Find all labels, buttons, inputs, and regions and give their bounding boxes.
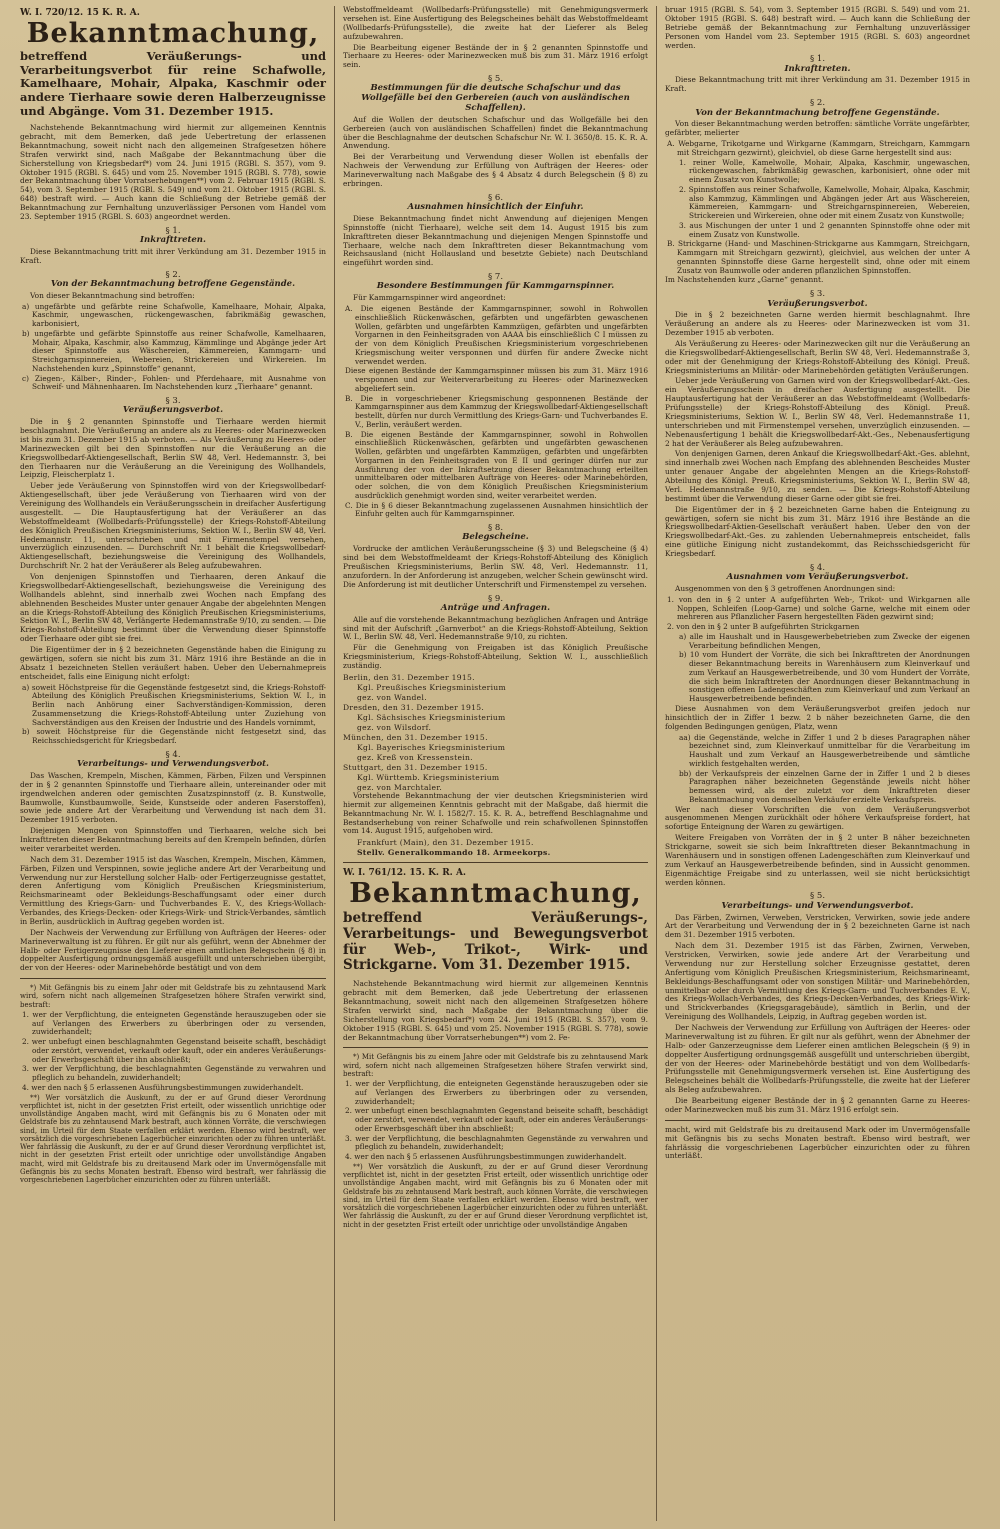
footnote: *) Mit Gefängnis bis zu einem Jahre oder mit Geldstrafe bis zu zehntausend Mark wird, sofern nicht nach allgemeinen Strafgesetzen höhere Strafen verwirkt sind, bestraft:	[343, 1053, 648, 1078]
section-title: Besondere Bestimmungen für Kammgarnspinner.	[376, 281, 615, 292]
paragraph: Diese Bekanntmachung findet nicht Anwendung auf diejenigen Mengen Spinnstoffe (nicht Tierhaare), welche seit dem 14. August 1915 bis zum Inkrafttreten dieser Bekanntmachung und diejenigen Mengen Spinnstoffe und Tierhaare, welche nach dem Inkrafttreten dieser Bekanntmachung vom Reichsausland (nicht Hollausland und besetzte Gebiete) nach Deutschland eingeführt worden sind.	[343, 213, 648, 268]
publication-signature: Stellv. Generalkommando 18. Armeekorps.	[357, 848, 551, 858]
decree-intro: Nachstehende Bekanntmachung wird hiermit zur allgemeinen Kenntnis gebracht mit dem Bemerken, daß jede Uebertretung der erlassenen Bekanntmachung, soweit nicht nach den allgemeinen Strafgesetzen höhere Strafen verwirkt sind, nach Maßgabe der Bekanntmachung über die Sicherstellung von Kriegsbedarf*) vom 24. Juni 1915 (RGBl. S. 357), vom 9. Oktober 1915 (RGBl. S. 645) und vom 25. November 1915 (RGBl. S. 778), sowie der Bekanntmachung über Vorratserhebungen**) vom 2. Fe-	[343, 979, 648, 1042]
section-number: § 9.	[487, 593, 504, 604]
paragraph: Wer nach dieser Vorschriften die von dem Veräußerungsverbot ausgenommenen Mengen zurückhält oder höhere Verkaufspreise fordert, hat sofortige Enteignung der Waren zu gewärtigen.	[665, 804, 970, 832]
footnote-divider	[343, 1047, 648, 1048]
signature-authority: Kgl. Sächsisches Kriegsministerium	[357, 712, 506, 722]
section-title: Inkrafttreten.	[140, 235, 206, 246]
list-item: bb) der Verkaufspreis der einzelnen Garne der in Ziffer 1 und 2 b dieses Paragraphen näher bezeichneten Gegenstände jeweils nicht höher bemessen wird, als der zuletzt vor dem Inkrafttreten dieser Bekanntmachung von demselben Verkäufer erzielte Verkaufspreis.	[679, 768, 970, 804]
signature-authority: Kgl. Preußisches Kriegsministerium	[357, 682, 506, 692]
footnote-item: 1. wer der Verpflichtung, die enteigneten Gegenstände herauszugeben oder sie auf Verlangen des Erwerbers zu überbringen oder zu versenden, zuwiderhandelt;	[345, 1079, 648, 1106]
paragraph: Auf die Wollen der deutschen Schafschur und das Wollgefälle bei den Gerbereien (auch von ausländischen Schaffellen) findet die Bekanntmachung über die Beschlagnahme der deutschen Schafschur Nr. W. I. 3650/8. 15. K. R. A. Anwendung.	[343, 114, 648, 151]
footnote-continuation: macht, wird mit Geldstrafe bis zu dreitausend Mark oder im Unvermögensfalle mit Gefängnis bis zu sechs Monaten bestraft. Ebenso wird bestraft, wer fahrlässig die vorgeschriebenen Lagerbücher einzurichten oder zu führen unterläßt.	[665, 1124, 970, 1161]
signature-authority: Kgl. Württemb. Kriegsministerium	[357, 772, 500, 782]
decree-title: Bekanntmachung,	[26, 18, 320, 49]
signature-place: München, den 31. Dezember 1915.	[343, 732, 488, 742]
section-title: Inkrafttreten.	[784, 63, 851, 74]
signature-name: gez. von Marchtaler.	[357, 782, 443, 792]
paragraph: Ueber jede Veräußerung von Garnen wird von der Kriegswollbedarf-Akt.-Ges. ein Veräußerungsschein in dreifacher Ausfertigung ausgestellt. Die Hauptausfertigung hat der Veräußerer an das Webstoffmeldeamt (Wollbedarfs-Prüfungsstelle) der Kriegs-Rohstoff-Abteilung des Königl. Preuß. Kriegsministeriums, Sektion W. I., Berlin SW 48, Verl. Hedemannstraße 11, unterschrieben und mit Firmenstempel versehen, unverzüglich einzusenden. — Nebenausfertigung 1 behält die Kriegswollbedarf-Akt.-Ges., Nebenausfertigung 2 hat der Veräußerer als Beleg aufzubewahren.	[665, 376, 970, 448]
footnote-item: 3. wer der Verpflichtung, die beschlagnahmten Gegenstände zu verwahren und pfleglich zu behandeln, zuwiderhandelt;	[22, 1064, 326, 1083]
list-item: b) soweit Höchstpreise für die Gegenstände nicht festgesetzt sind, das Reichsschiedsgericht für Kriegsbedarf.	[22, 727, 326, 746]
paragraph: Von denjenigen Garnen, deren Ankauf die Kriegswollbedarf-Akt.-Ges. ablehnt, sind innerhalb zwei Wochen nach Empfang des ablehnenden Bescheides Muster unter genauer Angabe der abgelehnten Mengen an die Kriegs-Rohstoff-Abteilung des Königl. Preuß. Kriegsministeriums, Sektion W. I., Berlin SW 48, Verl. Hedemannstraße 9/10, zu senden. — Die Kriegs-Rohstoff-Abteilung bestimmt über die Verwendung dieser Garne oder gibt sie frei.	[665, 449, 970, 503]
signature-name: gez. Kreß von Kressenstein.	[357, 752, 473, 762]
section-title: Veräußerungsverbot.	[122, 405, 224, 416]
list-item: A. Die eigenen Bestände der Kammgarnspinner, sowohl in Rohwollen einschließlich Rückenwäschen, gefärbten und ungefärbten gewaschenen Wollen, gefärbten und ungefärbten Kammzügen, gefärbten und ungefärbten Vorgarnen in den Feinheitsgraden von AAAA bis einschließlich C I müssen zu der von dem Königlich Preußischen Kriegsministerium vorgeschriebenen Kriegsmischung weiter versponnen und dürfen für andere Zwecke nicht verwendet werden.	[345, 304, 648, 366]
paragraph: Ueber jede Veräußerung von Spinnstoffen wird von der Kriegswollbedarf-Aktiengesellschaft, über jede Veräußerung von Tierhaaren wird von der Vereinigung des Wollhandels ein Veräußerungsschein in dreifacher Ausfertigung ausgestellt. — Die Hauptausfertigung hat der Veräußerer an das Webstoffmeldeamt (Wollbedarfs-Prüfungsstelle) der Kriegs-Rohstoff-Abteilung des Königlich Preußischen Kriegsministeriums, Sektion W. I., Berlin SW 48, Verl. Hedemannstr. 11, unterschrieben und mit Firmenstempel versehen, unverzüglich einzusenden. — Durchschrift Nr. 1 behält die Kriegswollbedarf-Aktiengesellschaft, beziehungsweise die Vereinigung des Wollhandels, Durchschrift Nr. 2 hat der Veräußerer als Beleg aufzubewahren.	[20, 481, 326, 571]
section-title: Von der Bekanntmachung betroffene Gegenstände.	[695, 107, 940, 118]
paragraph: Im Nachstehenden kurz „Garne“ genannt.	[665, 275, 824, 285]
section-title: Ausnahmen hinsichtlich der Einfuhr.	[407, 202, 584, 213]
article-divider	[343, 862, 648, 863]
section-number: § 5.	[809, 891, 826, 902]
footnote-item: 3. wer der Verpflichtung, die beschlagnahmten Gegenstände zu verwahren und pfleglich zu behandeln, zuwiderhandelt;	[345, 1133, 648, 1152]
footnote-divider	[20, 978, 326, 979]
list-item: 3. aus Mischungen der unter 1 und 2 genannten Spinnstoffe ohne oder mit einem Zusatz von Kunstwolle.	[679, 220, 970, 239]
list-item: a) ungefärbte und gefärbte reine Schafwolle, Kamelhaare, Mohair, Alpaka, Kaschmir, ungewaschen, rückengewaschen, fabrikmäßig gewaschen, karbonisiert,	[22, 301, 326, 329]
signature-name: gez. von Wilsdorf.	[357, 722, 432, 732]
footnote-divider	[665, 1120, 970, 1121]
section-number: § 1.	[809, 54, 826, 65]
list-item: 2. Spinnstoffen aus reiner Schafwolle, Kamelwolle, Mohair, Alpaka, Kaschmir, also Kammzug, Kämmlingen und Abgängen jeder Art aus Wäschereien, Kämmereien, Kammgarn- und Streichgarnspinnereien, Webereien, Strickereien und Wirkereien, ohne oder mit einem Zusatz von Kunstwolle;	[679, 184, 970, 221]
section-number: § 7.	[487, 272, 504, 283]
footnote-item: 4. wer den nach § 5 erlassenen Ausführungsbestimmungen zuwiderhandelt.	[345, 1152, 627, 1162]
paragraph: Der Nachweis der Verwendung zur Erfüllung von Aufträgen der Heeres- oder Marineverwaltung ist zu führen. Er gilt nur als geführt, wenn der Abnehmer der Halb- oder Ganzerzeugnisse dem Lieferer einen amtlichen Belegschein (§ 9) in doppelter Ausfertigung ordnungsgemäß ausgefüllt und unterschrieben übergibt, der von der Heeres- oder Marinebehörde bestätigt und von dem Wollbedarfs-Prüfungsstelle mit Genehmigungsvermerk versehen ist. Eine Ausfertigung des Belegscheines behält die Wollbedarfs-Prüfungsstelle, die zweite hat der Lieferer als Beleg aufzubewahren.	[665, 1023, 970, 1095]
columns	[12, 6, 992, 1521]
footnote-item: 2. wer unbefugt einen beschlagnahmten Gegenstand beiseite schafft, beschädigt oder zerstört, verwendet, verkauft oder kauft, oder ein anderes Veräußerungs- oder Erwerbsgeschäft über ihn abschließt;	[345, 1106, 648, 1133]
section-number: § 1.	[165, 225, 181, 236]
list-item: 1. von den in § 2 unter A aufgeführten Web-, Trikot- und Wirkgarnen alle Noppen, Schleifen (Loop-Garne) und solche Garne, welche mit einem oder mehreren aus Pflanzlicher Fasern hergestellten Fäden gezwirnt sind;	[667, 594, 970, 622]
list-item: Diese eigenen Bestände der Kammgarnspinner müssen bis zum 31. März 1916 versponnen und zur Weiterverarbeitung zu Heeres- oder Marinezwecken abgeliefert sein.	[345, 366, 648, 393]
paragraph: Das Färben, Zwirnen, Verweben, Verstricken, Verwirken, sowie jede andere Art der Verarbeitung und Verwendung der in § 2 bezeichneten Garne ist nach dem 31. Dezember 1915 verboten.	[665, 912, 970, 940]
decree-title: Bekanntmachung,	[349, 878, 642, 910]
list-item: 1. reiner Wolle, Kamelwolle, Mohair, Alpaka, Kaschmir, ungewaschen, rückengewaschen, fabrikmäßig gewaschen, karbonisiert, ohne oder mit einem Zusatz von Kunstwolle;	[679, 157, 970, 185]
publication-note: Vorstehende Bekanntmachung der vier deutschen Kriegsministerien wird hiermit zur allgemeinen Kenntnis gebracht mit der Maßgabe, daß hiermit die Bekanntmachung Nr. W. I. 1582/7. 15. K. R. A., betreffend Beschlagnahme und Bestandserhebung von reiner Schafwolle und rein schafwollenen Spinnstoffen vom 14. August 1915, aufgehoben wird.	[343, 790, 648, 836]
signature-place: Berlin, den 31. Dezember 1915.	[343, 672, 475, 682]
list-item: c) Ziegen-, Kälber-, Rinder-, Fohlen- und Pferdehaare, mit Ausnahme von Schweif- und Mähnenhaaren. Im Nachstehenden kurz „Tierhaare“ genannt.	[22, 373, 326, 392]
section-number: § 3.	[165, 396, 181, 407]
section-number: § 6.	[487, 192, 504, 203]
paragraph: Diese Ausnahmen von dem Veräußerungsverbot greifen jedoch nur hinsichtlich der in Ziffer 1 bezw. 2 b näher bezeichneten Garne, die den folgenden Bedingungen genügen, Platz, wenn	[665, 703, 970, 731]
footnote-item: 1. wer der Verpflichtung, die enteigneten Gegenstände herauszugeben oder sie auf Verlangen des Erwerbers zu überbringen oder zu versenden, zuwiderhandelt;	[22, 1009, 326, 1037]
paragraph: Die in § 2 bezeichneten Garne werden hiermit beschlagnahmt. Ihre Veräußerung an andere als zu Heeres- oder Marinezwecken ist vom 31. Dezember 1915 ab verboten.	[665, 310, 970, 338]
paragraph: Diese Bekanntmachung tritt mit ihrer Verkündung am 31. Dezember 1915 in Kraft.	[20, 246, 326, 265]
footnote: *) Mit Gefängnis bis zu einem Jahr oder mit Geldstrafe bis zu zehntausend Mark wird, sofern nicht nach allgemeinen Strafgesetzen höhere Strafen verwirkt sind, bestraft:	[20, 984, 326, 1009]
list-item: C. Die in § 6 dieser Bekanntmachung zugelassenen Ausnahmen hinsichtlich der Einfuhr gelten auch für Kammgarnspinner.	[345, 500, 648, 519]
section-title: Veräußerungsverbot.	[767, 298, 868, 309]
paragraph: Für die Genehmigung von Freigaben ist das Königlich Preußische Kriegsministerium, Kriegs-Rohstoff-Abteilung, Sektion W. I., ausschließlich zuständig.	[343, 643, 648, 671]
list-item: b) ungefärbte und gefärbte Spinnstoffe aus reiner Schafwolle, Kamelhaaren, Mohair, Alpaka, Kaschmir, also Kammzug, Kämmlinge und Abgänge jeder Art dieser Spinnstoffe aus Wäschereien, Kämmereien, Kammgarn- und Streichgarnspinnereien, Webereien, Strickereien und Wirkereien. Im Nachstehenden kurz „Spinnstoffe“ genannt,	[22, 328, 326, 373]
section-number: § 3.	[809, 289, 826, 300]
paragraph: Die in § 2 genannten Spinnstoffe und Tierhaare werden hiermit beschlagnahmt. Die Veräußerung an andere als zu Heeres- oder Marinezwecken ist bis zum 31. Dezember 1915 ab verboten. — Als Veräußerung zu Heeres- oder Marinezwecken gilt bei den Spinnstoffen nur die Veräußerung an die Kriegswollbedarf-Aktiengesellschaft, Berlin SW 48, Verl. Hedemannstr. 3, bei den Tierhaaren nur die Veräußerung an die Vereinigung des Wollhandels, Leipzig, Fleischerplatz 1.	[20, 417, 326, 480]
signature-place: Stuttgart, den 31. Dezember 1915.	[343, 762, 488, 772]
footnote-item: 4. wer den nach § 5 erlassenen Ausführungsbestimmungen zuwiderhandelt.	[22, 1082, 304, 1092]
list-item: B. Die in vorgeschriebener Kriegsmischung gesponnenen Bestände der Kammgarnspinner aus dem Kammzug der Kriegswollbedarf-Aktiengesellschaft bestellt, dürfen nur durch Vermittlung des Kriegs-Garn- und Tuchverbandes E. V., Berlin, veräußert werden.	[345, 393, 648, 429]
decree-intro: Nachstehende Bekanntmachung wird hiermit zur allgemeinen Kenntnis gebracht, mit dem Bemerken, daß jede Uebertretung der erlassenen Bekanntmachung, soweit nicht nach den allgemeinen Strafgesetzen höhere Strafen verwirkt sind, nach Maßgabe der Bekanntmachung über die Sicherstellung von Kriegsbedarf*) vom 24. Juni 1915 (RGBl. S. 357), vom 9. Oktober 1915 (RGBl. S. 645) und vom 25. November 1915 (RGBl. S. 778), sowie der Bekanntmachung über Vorratserhebungen**) vom 2. Februar 1915 (RGBl. S. 54), vom 3. September 1915 (RGBl. S. 549) und vom 21. Oktober 1915 (RGBl. S. 648) bestraft wird. — Auch kann die Schließung der Betriebe gemäß der Bekanntmachung zur Fernhaltung unzuverlässiger Personen vom Handel vom 23. September 1915 (RGBl. S. 603) angeordnet werden.	[20, 123, 326, 221]
paragraph: Der Nachweis der Verwendung zur Erfüllung von Aufträgen der Heeres- oder Marineverwaltung ist zu führen. Er gilt nur als geführt, wenn der Abnehmer der Halb- oder Fertigerzeugnisse den Lieferer einen amtlichen Belegschein (§ 8) in doppelter Ausfertigung ordnungsgemäß ausgefüllt und unterschrieben übergibt, der von der Heeres- oder Marinebehörde bestätigt und von dem	[20, 927, 326, 973]
paragraph: Von dieser Bekanntmachung sind betroffen:	[30, 290, 195, 300]
section-title: Anträge und Anfragen.	[440, 602, 551, 613]
list-item: B. Die eigenen Bestände der Kammgarnspinner, sowohl in Rohwollen einschließlich Rückenwäschen, gefärbten und ungefärbten gewaschenen Wollen, gefärbten und ungefärbten Kammzügen, gefärbten und ungefärbten Vorgarnen in den Feinheitsgraden von E II und geringer dürfen nur zur Ausführung der von der Inkraftsetzung dieser Bekanntmachung erteilten unmittelbaren oder mittelbaren Aufträge von Heeres- oder Marinebehörden, oder solchen, die von dem Königlich Preußischen Kriegsministerium ausdrücklich genehmigt worden sind, weiter verarbeitet werden.	[345, 429, 648, 500]
publication-place: Frankfurt (Main), den 31. Dezember 1915.	[357, 838, 534, 848]
decree-reference: W. I. 720/12. 15 K. R. A.	[20, 8, 140, 18]
paragraph: bruar 1915 (RGBl. S. 54), vom 3. September 1915 (RGBl. S. 549) und vom 21. Oktober 1915 (RGBl. S. 648) bestraft wird. — Auch kann die Schließung der Betriebe gemäß der Bekanntmachung zur Fernhaltung unzuverlässiger Personen vom Handel vom 23. September 1915 (RGBl. S. 603) angeordnet werden.	[665, 6, 970, 50]
list-item: a) soweit Höchstpreise für die Gegenstände festgesetzt sind, die Kriegs-Rohstoff-Abteilung des Königlich Preußischen Kriegsministeriums, Sektion W. I., in Berlin nach Anhörung einer Sachverständigen-Kommission, deren Zusammensetzung die Kriegs-Rohstoff-Abteilung unter Zuziehung von Sachverständigen aus den Kreisen der Industrie und des Handels vornimmt,	[22, 682, 326, 727]
paragraph: Ausgenommen von den § 3 getroffenen Anordnungen sind:	[675, 584, 896, 594]
paragraph: Die Bearbeitung eigener Bestände der in § 2 genannten Garne zu Heeres- oder Marinezwecken muß bis zum 31. März 1916 erfolgt sein.	[665, 1096, 970, 1114]
section-title: Bestimmungen für die deutsche Schafschur und das Wollgefälle bei den Gerbereien (auch von ausländischen Schaffellen).	[361, 83, 630, 113]
list-item: b) 10 vom Hundert der Vorräte, die sich bei Inkrafttreten der Anordnungen dieser Bekanntmachung bereits in Warenhäusern zum Kleinverkauf und zum Verkauf an Hausgewerbetreibende, und 30 vom Hundert der Vorräte, die sich beim Inkrafttreten der Anordnungen dieser Bekanntmachung in sonstigen offenen Ladengeschäften zum Kleinverkauf und zum Verkauf an Hausgewerbetreibende befinden.	[679, 650, 970, 704]
footnote: **) Wer vorsätzlich die Auskunft, zu der er auf Grund dieser Verordnung verpflichtet ist, nicht in der gesetzten Frist erteilt, oder wissentlich unrichtige oder unvollständige Angaben macht, wird mit Gefängnis bis zu 6 Monaten oder mit Geldstrafe bis zu zehntausend Mark bestraft, auch können Vorräte, die verschwiegen sind, im Urteil für dem Staate verfallen erklärt werden. Ebenso wird bestraft, wer vorsätzlich die vorgeschriebenen Lagerbücher einzurichten oder zu führen unterläßt. Wer fahrlässig die Auskunft, zu der er auf Grund dieser Verordnung verpflichtet ist, nicht in der gesetzten Frist erteilt oder unrichtige oder unvollständige Angaben	[343, 1162, 648, 1229]
decree-subtitle: betreffend Veräußerungs- und Verarbeitungsverbot für reine Schafwolle, Kamelhaare, Mohair, Alpaka, Kaschmir oder andere Tierhaare sowie deren Halberzeugnisse und Abgänge. Vom 31. Dezember 1915.	[20, 49, 326, 118]
paragraph: Als Veräußerung zu Heeres- oder Marinezwecken gilt nur die Veräußerung an die Kriegswollbedarf-Aktiengesellschaft, Berlin SW 48, Verl. Hedemannstraße 3, oder mit der Genehmigung der Kriegs-Rohstoff-Abteilung des Königl. Preuß. Kriegsministeriums an Militär- oder Marinebehörden getätigten Veräußerungen.	[665, 338, 970, 375]
footnote: **) Wer vorsätzlich die Auskunft, zu der er auf Grund dieser Verordnung verpflichtet ist, nicht in der gesetzten Frist erteilt, oder wissentlich unrichtige oder unvollständige Angaben macht, wird mit Gefängnis bis zu 6 Monaten oder mit Geldstrafe bis zu zehntausend Mark bestraft, auch können Vorräte, die verschwiegen sind, im Urteil für dem Staate verfallen erklärt werden. Ebenso wird bestraft, wer vorsätzlich die vorgeschriebenen Lagerbücher einzurichten oder zu führen unterläßt. Wer fahrlässig die Auskunft, zu der er auf Grund dieser Verordnung verpflichtet ist, nicht in der gesetzten Frist erteilt oder unrichtige oder unvollständige Angaben macht, wird mit Geldstrafe bis zu dreitausend Mark oder im Unvermögensfalle mit Gefängnis bis zu sechs Monaten bestraft. Ebenso wird bestraft, wer fahrlässig die vorgeschriebenen Lagerbücher einzurichten oder zu führen unterläßt.	[20, 1093, 326, 1185]
section-title: Verarbeitungs- und Verwendungsverbot.	[77, 759, 269, 770]
section-number: § 4.	[809, 562, 826, 573]
section-title: Von der Bekanntmachung betroffene Gegenstände.	[50, 278, 296, 289]
column-left	[12, 6, 334, 1521]
paragraph: Diejenigen Mengen von Spinnstoffen und Tierhaaren, welche sich bei Inkrafttreten dieser Bekanntmachung bereits auf den Krempeln befinden, dürfen weiter verarbeitet werden.	[20, 826, 326, 853]
paragraph: Weitere Freigaben von Vorräten der in § 2 unter B näher bezeichneten Strickgarne, soweit sie sich beim Inkrafttreten dieser Bekanntmachung in Warenhäusern und in sonstigen offenen Ladengeschäften zum Kleinverkauf und zum Verkauf an Hausgewerbetreibende befinden, sind in Aussicht genommen. Eigenmächtige Freigabe sind zu unterlassen, weil sie nicht berücksichtigt werden können.	[665, 833, 970, 887]
paragraph: Nach dem 31. Dezember 1915 ist das Färben, Zwirnen, Verweben, Verstricken, Verwirken, sowie jede andere Art der Verarbeitung und Verwendung nur zur Herstellung solcher Erzeugnisse gestattet, deren Anfertigung vom Königlich Preußischen Kriegsministerium, Reichsmarineamt, Bekleidungs-Beschaffungsamt oder von sonstigen Militär- und Marinebehörden, unmittelbar oder durch Vermittlung des Kriegs-Garn- und Tuchverbandes E. V., des Kriegs-Wollach-Verbandes, des Kriegs-Decken-Verbandes, des Kriegs-Wirk- und Strickverbandes (Kriegsgaragebäude), sämtlich in Berlin, und der Vereinigung des Wollhandels, Leipzig, in Auftrag gegeben worden ist.	[665, 941, 970, 1022]
section-title: Verarbeitungs- und Verwendungsverbot.	[721, 900, 914, 911]
paragraph: Webstoffmeldeamt (Wollbedarfs-Prüfungsstelle) mit Genehmigungsvermerk versehen ist. Eine Ausfertigung des Belegscheines behält das Webstoffmeldeamt (Wollbedarfs-Prüfungsstelle), die zweite hat der Lieferer als Beleg aufzubewahren.	[343, 6, 648, 41]
paragraph: Nach dem 31. Dezember 1915 ist das Waschen, Krempeln, Mischen, Kämmen, Färben, Filzen und Verspinnen, sowie jegliche andere Art der Verarbeitung und Verwendung nur zur Herstellung solcher Halb- oder Fertigerzeugnisse gestattet, deren Anfertigung vom Königlich Preußischen Kriegsministerium, Reichsmarineamt oder Bekleidungs-Beschaffungsamt oder einer durch Vermittlung des Kriegs-Garn- und Tuchverbandes E. V., des Kriegs-Wollach-Verbandes, des Kriegs-Decken- oder Kriegs-Wirk- und Strick-Verbandes, sämtlich in Berlin, ausdrücklich in Auftrag gegeben worden ist.	[20, 854, 326, 926]
column-middle	[334, 6, 656, 1521]
list-item: aa) die Gegenstände, welche in Ziffer 1 und 2 b dieses Paragraphen näher bezeichnet sind, zum Kleinverkauf unmittelbar für die Verarbeitung im Haushalt und zum Verkauf an Hausgewerbetreibende und sämtliche wirklich festgehalten werden,	[679, 732, 970, 768]
paragraph: Für Kammgarnspinner wird angeordnet:	[353, 293, 506, 303]
signature-name: gez. von Wandel.	[357, 692, 427, 702]
paragraph: Die Eigentümer der in § 2 bezeichneten Garne haben die Enteignung zu gewärtigen, sofern sie nicht bis zum 31. März 1916 ihre Bestände an die Kriegswollbedarf-Aktien-Gesellschaft veräußert haben. Ueber den von der Kriegswollbedarf-Akt.-Ges. zu zahlenden Uebernahmepreis entscheidet, falls eine gütliche Einigung nicht zustandekommt, das Reichsschiedsgericht für Kriegsbedarf.	[665, 504, 970, 559]
section-title: Ausnahmen vom Veräußerungsverbot.	[726, 572, 909, 583]
section-number: § 4.	[165, 749, 181, 760]
paragraph: Diese Bekanntmachung tritt mit ihrer Verkündung am 31. Dezember 1915 in Kraft.	[665, 75, 970, 94]
paragraph: Vordrucke der amtlichen Veräußerungsscheine (§ 3) und Belegscheine (§ 4) sind bei dem Webstoffmeldeamt der Kriegs-Rohstoff-Abteilung des Königlich Preußischen Kriegsministeriums, Berlin SW. 48, Verl. Hedemannstr. 11, anzufordern. In der Anforderung ist anzugeben, welcher Schein gewünscht wird. Die Anforderung ist mit deutlicher Unterschrift und Firmenstempel zu versehen.	[343, 544, 648, 589]
list-item: 2. von den in § 2 unter B aufgeführten Strickgarnen	[667, 622, 860, 632]
list-item: A. Webgarne, Trikotgarne und Wirkgarne (Kammgarn, Streichgarn, Kammgarn mit Streichgarn gezwirnt), gleichviel, ob diese Garne hergestellt sind aus:	[667, 139, 970, 157]
paragraph: Die Eigentümer der in § 2 bezeichneten Gegenstände haben die Einigung zu gewärtigen, sofern sie nicht bis zum 31. März 1916 ihre Bestände an die in Absatz 1 bezeichneten Stellen veräußert haben. Ueber den Uebernahmepreis entscheidet, falls eine Einigung nicht erfolgt:	[20, 645, 326, 681]
decree-subtitle: betreffend Veräußerungs-, Verarbeitungs- und Bewegungsverbot für Web-, Trikot-, Wirk- und Strickgarne. Vom 31. Dezember 1915.	[343, 909, 648, 974]
paragraph: Von denjenigen Spinnstoffen und Tierhaaren, deren Ankauf die Kriegswollbedarf-Aktiengesellschaft, beziehungsweise die Vereinigung des Wollhandels ablehnt, sind innerhalb zwei Wochen nach Empfang des ablehnenden Bescheides Muster unter genauer Angabe der abgelehnten Mengen an die Kriegs-Rohstoff-Abteilung des Königlich Preußischen Kriegsministeriums, Sektion W. I., Berlin SW 48, Verlängerte Hedemannstraße 9/10, zu senden. — Die Kriegs-Rohstoff-Abteilung bestimmt über die Verwendung dieser Spinnstoffe oder Tierhaare oder gibt sie frei.	[20, 572, 326, 644]
footnote-item: 2. wer unbefugt einen beschlagnahmten Gegenstand beiseite schafft, beschädigt oder zerstört, verwendet, verkauft oder kauft, oder ein anderes Veräußerungs- oder Erwerbsgeschäft über ihn abschließt;	[22, 1037, 326, 1064]
paragraph: Von dieser Bekanntmachung werden betroffen: sämtliche Vorräte ungefärbter, gefärbter, melierter	[665, 119, 970, 138]
paragraph: Alle auf die vorstehende Bekanntmachung bezüglichen Anfragen und Anträge sind mit der Aufschrift „Garnverbot“ an die Kriegs-Rohstoff-Abteilung, Sektion W. I., Berlin SW. 48, Verl. Hedemannstraße 9/10, zu richten.	[343, 614, 648, 642]
list-item: a) alle im Haushalt und in Hausgewerbebetrieben zum Zwecke der eigenen Verarbeitung befindlichen Mengen,	[679, 631, 970, 650]
list-item: B. Strickgarne (Hand- und Maschinen-Strickgarne aus Kammgarn, Streichgarn, Kammgarn mit Streichgarn gezwirnt), gleichviel, aus welchen der unter A genannten Spinnstoffe diese Garne hergestellt sind, ohne oder mit einem Zusatz von Baumwolle oder anderen pflanzlichen Spinnstoffen.	[667, 239, 970, 275]
section-number: § 5.	[487, 74, 504, 85]
section-number: § 8.	[487, 523, 504, 534]
column-right	[656, 6, 978, 1521]
section-number: § 2.	[165, 269, 181, 280]
signature-authority: Kgl. Bayerisches Kriegsministerium	[357, 742, 506, 752]
paragraph: Bei der Verarbeitung und Verwendung dieser Wollen ist ebenfalls der Nachweis der Verwendung zur Erfüllung von Aufträgen der Heeres- oder Marineverwaltung nach Maßgabe des § 4 Absatz 4 durch Belegschein (§ 8) zu erbringen.	[343, 152, 648, 188]
signature-place: Dresden, den 31. Dezember 1915.	[343, 702, 485, 712]
section-number: § 2.	[809, 98, 826, 109]
paragraph: Das Waschen, Krempeln, Mischen, Kämmen, Färben, Filzen und Verspinnen der in § 2 genannten Spinnstoffe und Tierhaare allein, untereinander oder mit irgendwelchen anderen oder gemischten Zusatzspinnstoff (z. B. Kunstwolle, Baumwolle, Kunstbaumwolle, Seide, Kunstseide oder anderen Faserstoffen), sowie jede andere Art der Verarbeitung und Verwendung ist nach dem 31. Dezember 1915 verboten.	[20, 770, 326, 825]
section-title: Belegscheine.	[462, 532, 529, 543]
decree-reference: W. I. 761/12. 15. K. R. A.	[343, 868, 467, 879]
paragraph: Die Bearbeitung eigener Bestände der in § 2 genannten Spinnstoffe und Tierhaare zu Heeres- oder Marinezwecken muß bis zum 31. März 1916 erfolgt sein.	[343, 42, 648, 70]
